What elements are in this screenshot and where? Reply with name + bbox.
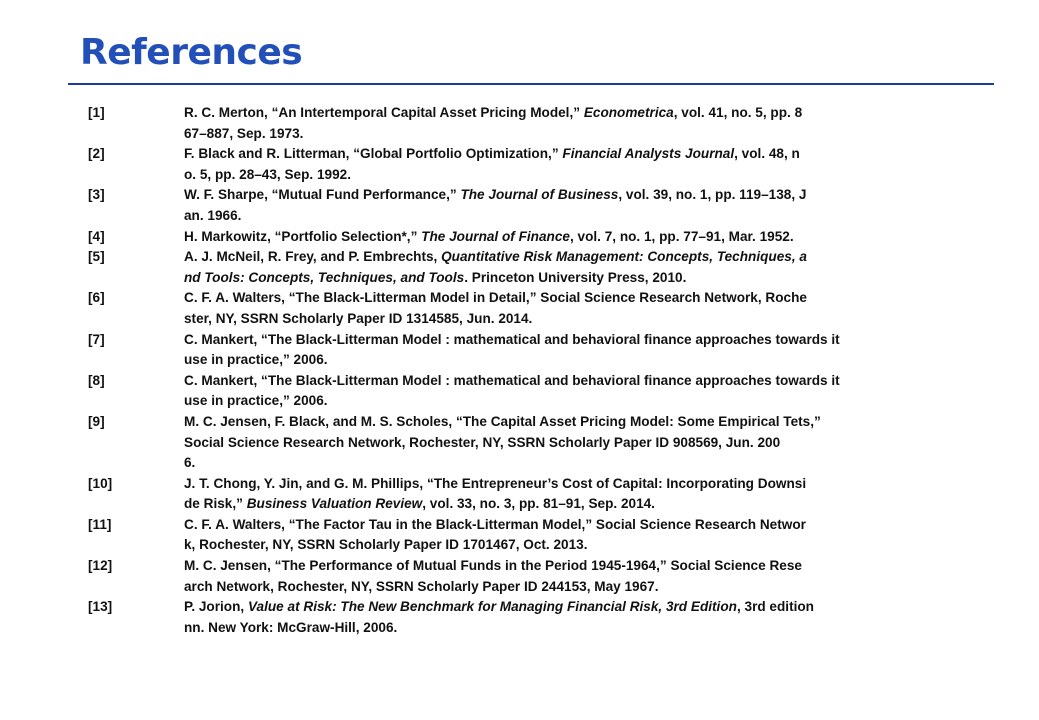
reference-line xyxy=(184,330,968,351)
reference-segment: 6. xyxy=(184,455,196,471)
reference-text xyxy=(184,227,968,248)
reference-number: [12] xyxy=(88,558,113,574)
reference-item-1 xyxy=(88,103,968,144)
reference-segment: W. F. Sharpe, “Mutual Fund Performance,” xyxy=(184,187,461,203)
reference-text xyxy=(184,288,968,329)
reference-segment: R. C. Merton, “An Intertemporal Capital Asset Pricing Model,” xyxy=(184,105,584,120)
reference-segment: , 3rd edition xyxy=(736,599,814,615)
reference-segment: C. Mankert, “The Black-Litterman Model : mathematical and behavioral finance approaches towards it xyxy=(184,372,840,388)
reference-segment: . Princeton University Press, 2010. xyxy=(464,269,687,285)
reference-line xyxy=(184,371,968,392)
reference-text xyxy=(184,185,968,226)
reference-text xyxy=(184,371,968,412)
reference-item-9 xyxy=(88,412,968,474)
reference-italic-segment: Financial Analysts Journal xyxy=(562,146,735,162)
reference-segment: nn. New York: McGraw-Hill, 2006. xyxy=(184,619,398,635)
reference-number: [13] xyxy=(88,599,113,615)
reference-segment: C. F. A. Walters, “The Black-Litterman Model in Detail,” Social Science Research Network, Roche xyxy=(184,290,807,306)
reference-item-12 xyxy=(88,556,968,597)
reference-text xyxy=(184,103,968,144)
reference-number: [1] xyxy=(88,105,105,120)
reference-item-11 xyxy=(88,515,968,556)
reference-italic-segment: Quantitative Risk Management: Concepts, Techniques, a xyxy=(441,249,807,265)
reference-number: [7] xyxy=(88,331,105,347)
reference-segment: , vol. 48, n xyxy=(734,146,800,162)
reference-segment: M. C. Jensen, “The Performance of Mutual Funds in the Period 1945-1964,” Social Science Rese xyxy=(184,558,802,574)
reference-text xyxy=(184,144,968,185)
reference-line xyxy=(184,268,968,289)
reference-segment: A. J. McNeil, R. Frey, and P. Embrechts, xyxy=(184,249,442,265)
reference-segment: F. Black and R. Litterman, “Global Portfolio Optimization,” xyxy=(184,146,563,162)
reference-text xyxy=(184,247,968,288)
reference-line xyxy=(184,577,968,598)
reference-line xyxy=(184,185,968,206)
reference-line xyxy=(184,124,968,145)
reference-segment: arch Network, Rochester, NY, SSRN Scholarly Paper ID 244153, May 1967. xyxy=(184,578,659,594)
reference-segment: , vol. 39, no. 1, pp. 119–138, J xyxy=(618,187,807,203)
reference-line xyxy=(184,474,968,495)
reference-item-5 xyxy=(88,247,968,288)
reference-list xyxy=(88,103,968,638)
reference-segment: o. 5, pp. 28–43, Sep. 1992. xyxy=(184,166,351,182)
reference-segment: an. 1966. xyxy=(184,207,242,223)
reference-italic-segment: The Journal of Finance xyxy=(421,228,570,244)
reference-segment: k, Rochester, NY, SSRN Scholarly Paper ID 1701467, Oct. 2013. xyxy=(184,537,588,553)
reference-line xyxy=(184,494,968,515)
reference-text xyxy=(184,412,968,474)
reference-item-2 xyxy=(88,144,968,185)
reference-text xyxy=(184,597,968,638)
reference-italic-segment: Econometrica xyxy=(583,105,674,120)
reference-number: [5] xyxy=(88,249,105,265)
reference-segment: M. C. Jensen, F. Black, and M. S. Scholes, “The Capital Asset Pricing Model: Some Empirical Tets,” xyxy=(184,413,821,429)
reference-number: [3] xyxy=(88,187,105,203)
reference-line xyxy=(184,556,968,577)
reference-line xyxy=(184,103,968,124)
reference-line xyxy=(184,515,968,536)
reference-segment: Social Science Research Network, Rochester, NY, SSRN Scholarly Paper ID 908569, Jun. 200 xyxy=(184,434,781,450)
reference-line xyxy=(184,288,968,309)
reference-segment: 67–887, Sep. 1973. xyxy=(184,125,304,141)
reference-line xyxy=(184,391,968,412)
reference-segment: , vol. 41, no. 5, pp. 8 xyxy=(673,105,803,120)
reference-segment: J. T. Chong, Y. Jin, and G. M. Phillips, “The Entrepreneur’s Cost of Capital: Incorporating Downsi xyxy=(184,475,807,491)
reference-number: [2] xyxy=(88,146,105,162)
reference-item-7 xyxy=(88,330,968,371)
reference-line xyxy=(184,597,968,618)
reference-segment: C. F. A. Walters, “The Factor Tau in the Black-Litterman Model,” Social Science Research Networ xyxy=(184,516,806,532)
reference-text xyxy=(184,474,968,515)
reference-line xyxy=(184,206,968,227)
reference-text xyxy=(184,515,968,556)
reference-item-13 xyxy=(88,597,968,638)
reference-segment: use in practice,” 2006. xyxy=(184,393,328,409)
reference-item-3 xyxy=(88,185,968,226)
reference-segment: de Risk,” xyxy=(184,496,247,512)
reference-number: [10] xyxy=(88,475,113,491)
reference-number: [11] xyxy=(88,516,112,532)
reference-number: [4] xyxy=(88,228,105,244)
reference-segment: use in practice,” 2006. xyxy=(184,352,328,368)
reference-line xyxy=(184,433,968,454)
reference-line xyxy=(184,309,968,330)
reference-segment: , vol. 7, no. 1, pp. 77–91, Mar. 1952. xyxy=(569,228,794,244)
reference-italic-segment: Business Valuation Review xyxy=(246,496,423,512)
reference-italic-segment: The Journal of Business xyxy=(460,187,619,203)
reference-line xyxy=(184,535,968,556)
reference-italic-segment: Value at Risk: The New Benchmark for Managing Financial Risk, 3rd Edition xyxy=(247,599,737,615)
reference-item-6 xyxy=(88,288,968,329)
reference-segment: , vol. 33, no. 3, pp. 81–91, Sep. 2014. xyxy=(422,496,655,512)
reference-number: [6] xyxy=(88,290,105,306)
reference-text xyxy=(184,556,968,597)
reference-italic-segment: nd Tools: Concepts, Techniques, and Tools xyxy=(184,269,465,285)
reference-line xyxy=(184,165,968,186)
reference-line xyxy=(184,412,968,433)
reference-number: [8] xyxy=(88,372,105,388)
reference-line xyxy=(184,247,968,268)
reference-segment: C. Mankert, “The Black-Litterman Model : mathematical and behavioral finance approaches towards it xyxy=(184,331,840,347)
reference-segment: ster, NY, SSRN Scholarly Paper ID 1314585, Jun. 2014. xyxy=(184,310,533,326)
reference-line xyxy=(184,144,968,165)
page-title: References xyxy=(80,32,303,73)
title-divider xyxy=(68,83,994,85)
reference-item-4 xyxy=(88,227,968,248)
reference-number: [9] xyxy=(88,413,105,429)
reference-item-10 xyxy=(88,474,968,515)
reference-line xyxy=(184,227,968,248)
reference-segment: H. Markowitz, “Portfolio Selection*,” xyxy=(184,228,422,244)
reference-item-8 xyxy=(88,371,968,412)
reference-text xyxy=(184,330,968,371)
reference-line xyxy=(184,350,968,371)
reference-line xyxy=(184,618,968,639)
reference-segment: P. Jorion, xyxy=(184,599,248,615)
reference-line xyxy=(184,453,968,474)
